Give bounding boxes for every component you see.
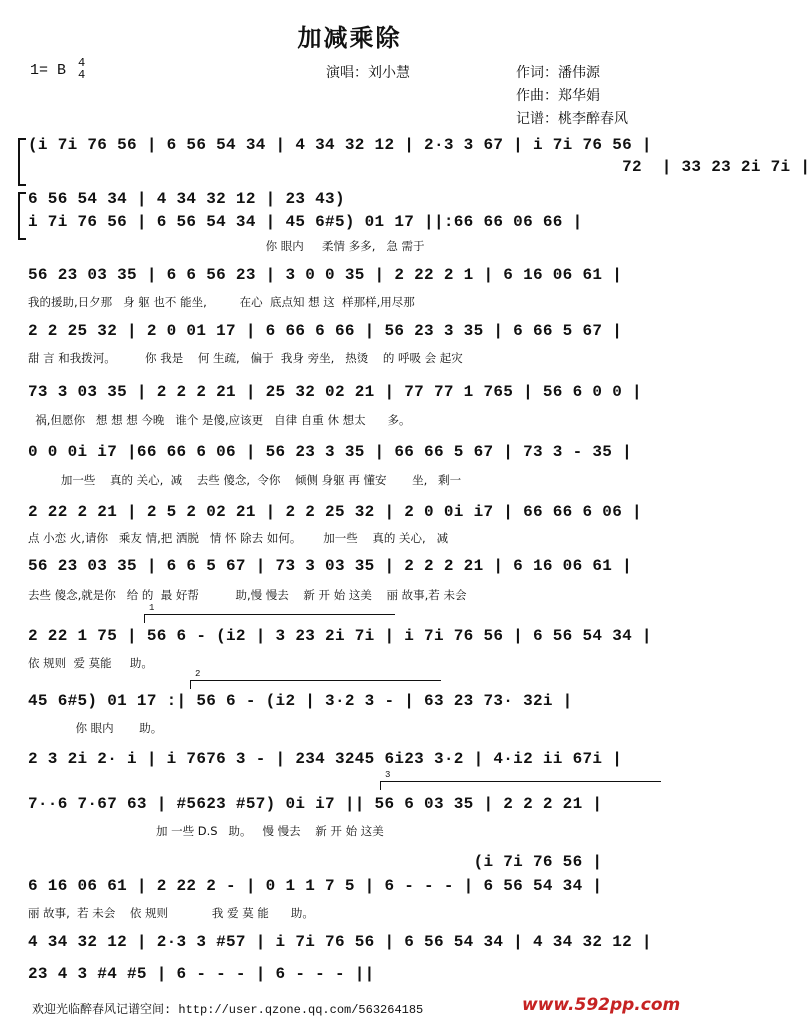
transcriber-credit: 记谱：桃李醉春风	[516, 111, 628, 127]
time-denominator: 4	[78, 68, 86, 82]
lyric-row: 甜 言 和我拨河。 你 我是 何 生疏, 偏于 我身 旁坐, 热烫 的 呼吸 会 起灾	[28, 351, 463, 365]
notation-row: 23 4 3 #4 #5 | 6 - - - | 6 - - - ||	[28, 965, 375, 983]
volta-bracket-3: 3	[380, 781, 661, 790]
notation-row: 56 23 03 35 | 6 6 5 67 | 73 3 03 35 | 2 2 2 21 | 6 16 06 61 |	[28, 557, 632, 575]
system-bracket	[18, 192, 26, 240]
footer-visit-text: 欢迎光临醉春风记谱空间: http://user.qzone.qq.com/563264185	[32, 1003, 424, 1017]
notation-row: 2 22 2 21 | 2 5 2 02 21 | 2 2 25 32 | 2 0 0i i7 | 66 66 6 06 |	[28, 503, 642, 521]
site-logo-text: www.592pp.com	[522, 995, 681, 1015]
notation-row: 2 3 2i 2· i | i 7676 3 - | 234 3245 6i23 3·2 | 4·i2 ii 67i |	[28, 750, 623, 768]
notation-row: 6 56 54 34 | 4 34 32 12 | 23 43)	[28, 190, 345, 208]
notation-row: 56 23 03 35 | 6 6 56 23 | 3 0 0 35 | 2 22 2 1 | 6 16 06 61 |	[28, 266, 623, 284]
notation-row: 4 34 32 12 | 2·3 3 #57 | i 7i 76 56 | 6 56 54 34 | 4 34 32 12 |	[28, 933, 652, 951]
lyricist-credit: 作词：潘伟源	[516, 65, 600, 81]
notation-row: 7··6 7·67 63 | #5623 #57) 0i i7 || 56 6 03 35 | 2 2 2 21 |	[28, 795, 603, 813]
notation-row: 45 6#5) 01 17 :| 56 6 - (i2 | 3·2 3 - | 63 23 73· 32i |	[28, 692, 573, 710]
notation-row: (i 7i 76 56 |	[28, 853, 603, 871]
song-title: 加减乘除	[297, 23, 402, 52]
time-numerator: 4	[78, 56, 86, 70]
lyric-row: 去些 傻念,就是你 给 的 最 好帮 助,慢 慢去 新 开 始 这美 丽 故事,若 未会	[28, 588, 467, 602]
lyric-row: 我的援助,日夕那 身 躯 也不 能坐, 在心 底点知 想 这 样那样,用尽那	[28, 295, 415, 309]
lyric-row: 你 眼内 柔情 多多, 急 需于	[28, 239, 425, 253]
system-bracket	[18, 138, 26, 186]
notation-row: 2 22 1 75 | 56 6 - (i2 | 3 23 2i 7i | i 7i 76 56 | 6 56 54 34 |	[28, 627, 652, 645]
notation-row: 72 | 33 23 2i 7i |	[28, 158, 810, 176]
notation-row: 73 3 03 35 | 2 2 2 21 | 25 32 02 21 | 77 77 1 765 | 56 6 0 0 |	[28, 383, 642, 401]
notation-row: 2 2 25 32 | 2 0 01 17 | 6 66 6 66 | 56 23 3 35 | 6 66 5 67 |	[28, 322, 623, 340]
lyric-row: 加 一些 D.S 助。 慢 慢去 新 开 始 这美	[28, 824, 384, 838]
volta-bracket-1: 1	[144, 614, 395, 623]
lyric-row: 祸,但愿你 想 想 想 今晚 谁个 是傻,应该更 自律 自重 休 想太 多。	[28, 413, 411, 427]
notation-row: 0 0 0i i7 |66 66 6 06 | 56 23 3 35 | 66 66 5 67 | 73 3 - 35 |	[28, 443, 632, 461]
time-signature	[78, 57, 85, 81]
lyric-row: 点 小恋 火,请你 乘友 情,把 洒脱 情 怀 除去 如何。 加一些 真的 关心, 减	[28, 531, 449, 545]
lyric-row: 加一些 真的 关心, 减 去些 傻念, 令你 倾侧 身躯 再 懂安 坐, 剩一	[28, 473, 462, 487]
lyric-row: 丽 故事, 若 未会 依 规则 我 爱 莫 能 助。	[28, 906, 314, 920]
lyric-row: 依 规则 爱 莫能 助。	[28, 656, 153, 670]
volta-bracket-2: 2	[190, 680, 441, 689]
singer-credit: 演唱：刘小慧	[326, 65, 410, 81]
composer-credit: 作曲：郑华娟	[516, 88, 600, 104]
notation-row: (i 7i 76 56 | 6 56 54 34 | 4 34 32 12 | 2·3 3 67 | i 7i 76 56 |	[28, 136, 652, 154]
lyric-row: 你 眼内 助。	[28, 721, 163, 735]
notation-row: i 7i 76 56 | 6 56 54 34 | 45 6#5) 01 17 ||:66 66 06 66 |	[28, 213, 583, 231]
notation-row: 6 16 06 61 | 2 22 2 - | 0 1 1 7 5 | 6 - - - | 6 56 54 34 |	[28, 877, 603, 895]
key-signature: 1= B	[30, 62, 67, 79]
